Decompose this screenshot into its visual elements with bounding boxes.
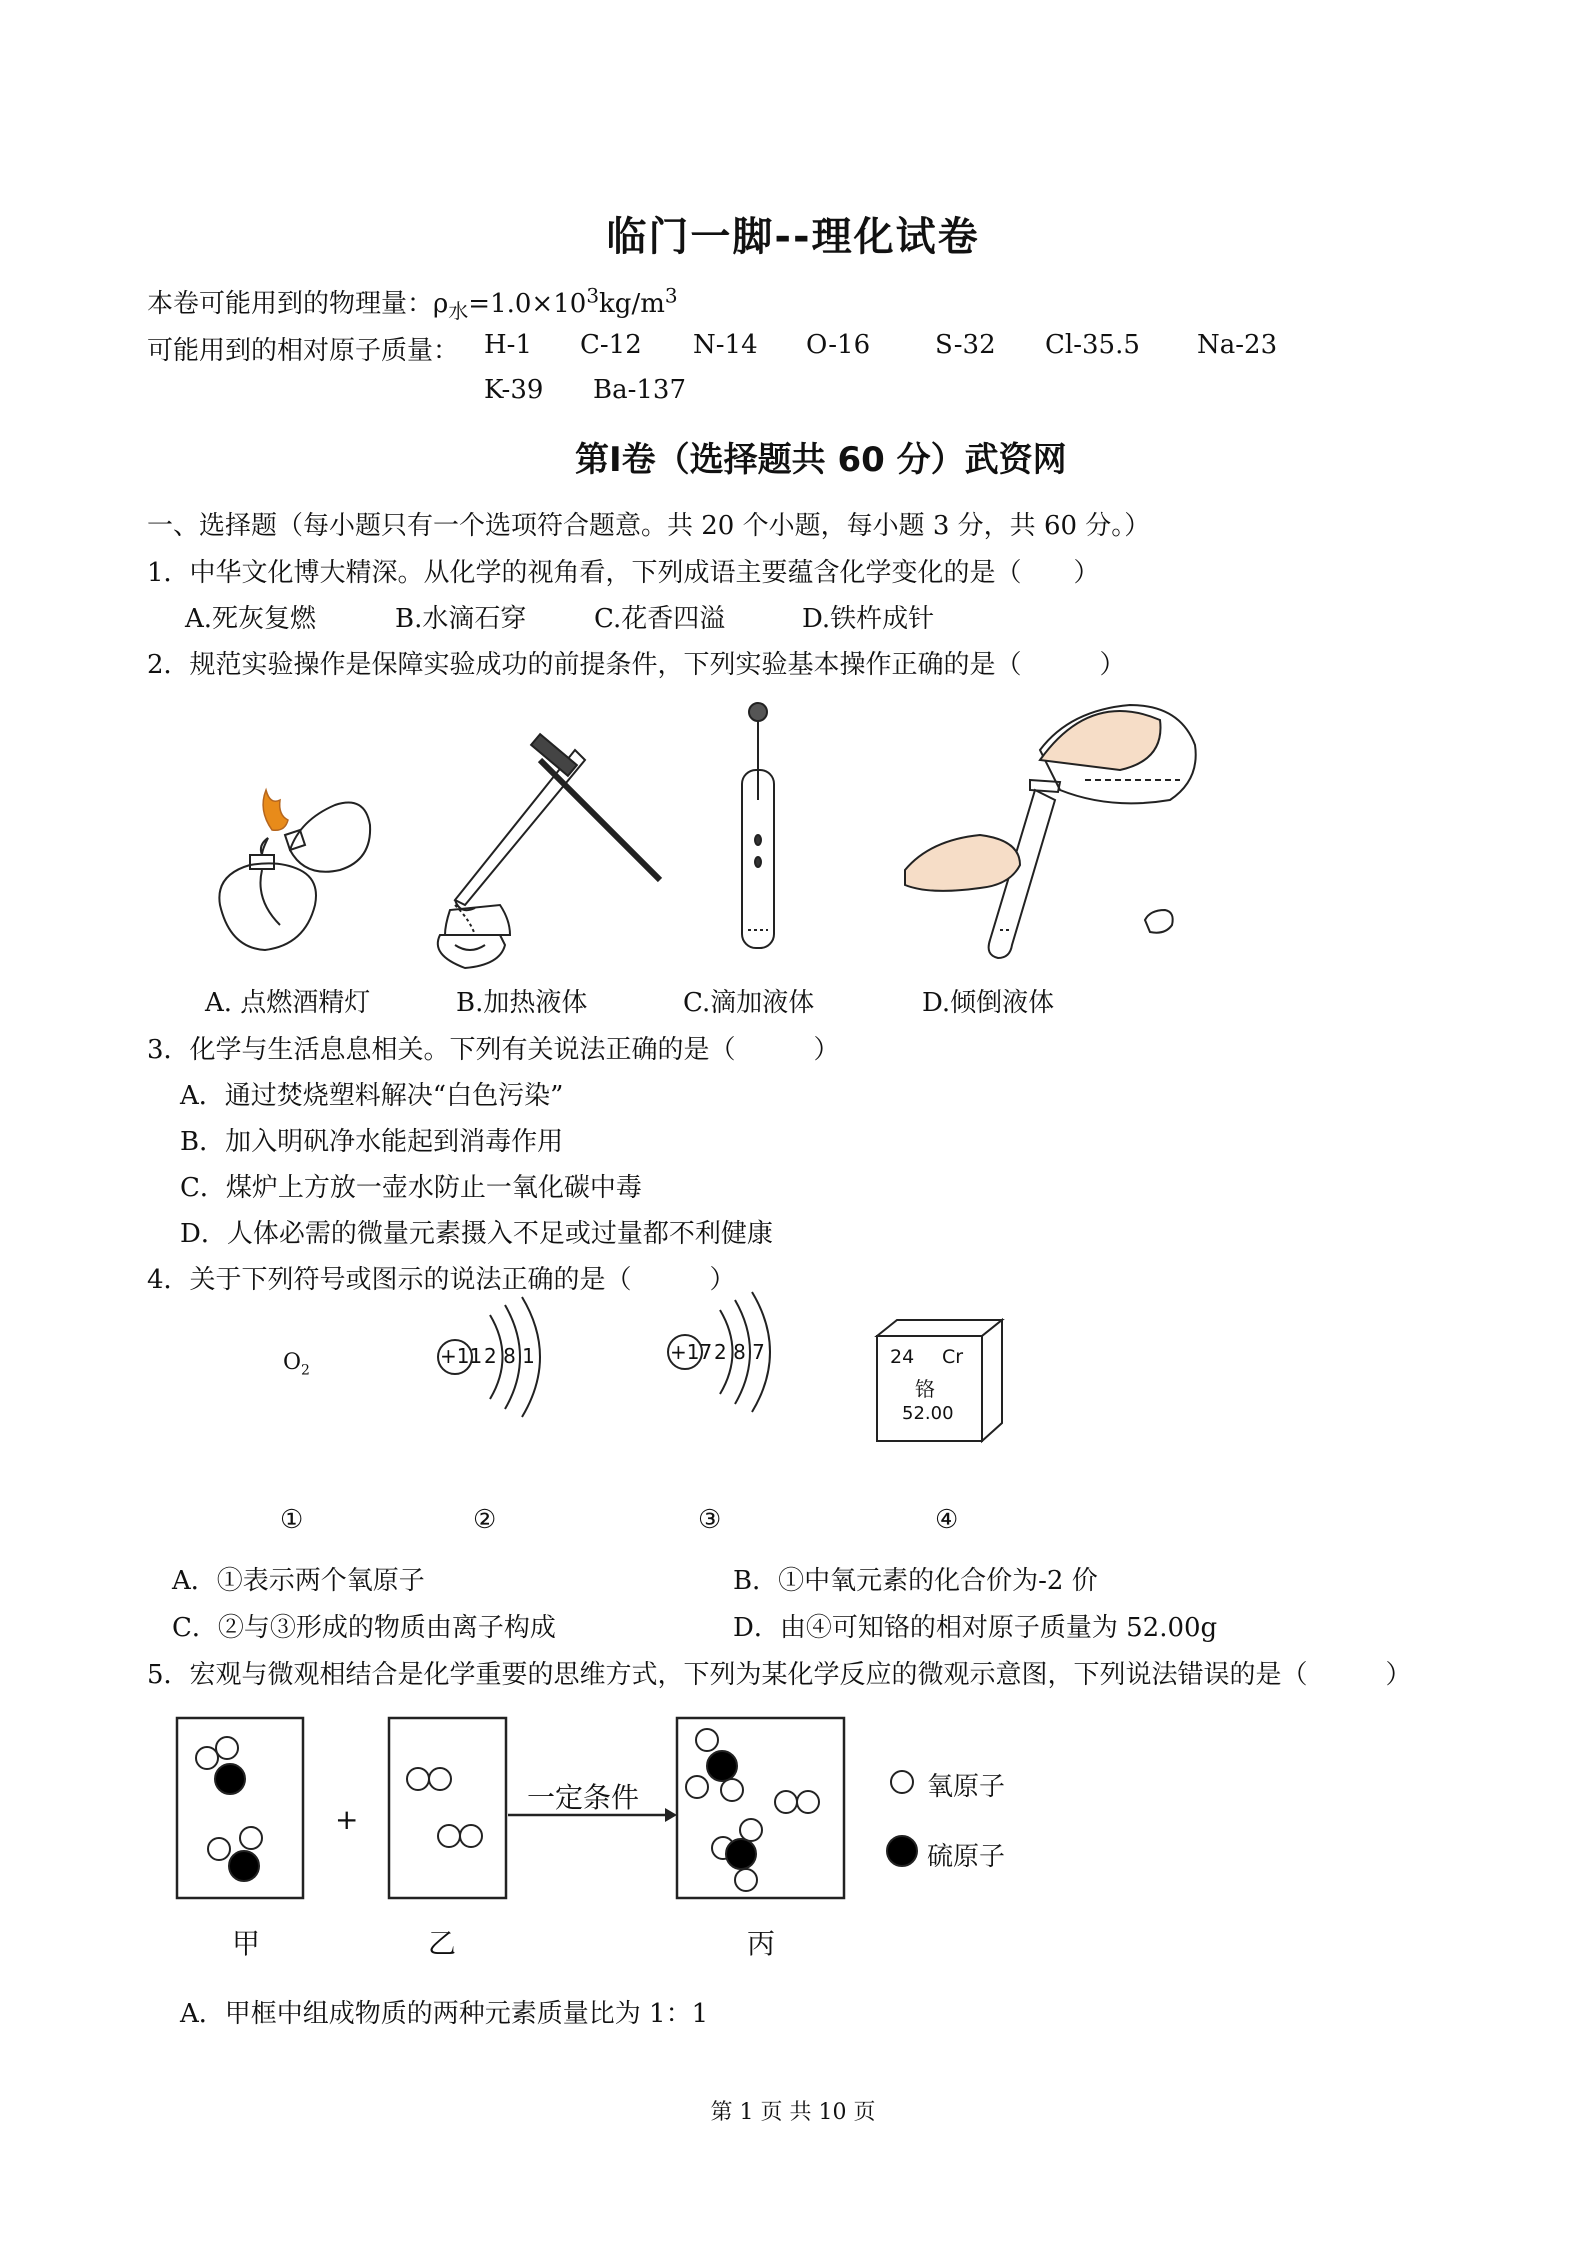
section-title: 第Ⅰ卷（选择题共 60 分）武资网 (575, 440, 1067, 480)
atomic-mass-n: N-14 (693, 330, 758, 360)
atomic-mass-s: S-32 (935, 330, 996, 360)
question-4-option-d: D．由④可知铬的相对原子质量为 52.00g (733, 1613, 1218, 1643)
question-3-option-c: C．煤炉上方放一壶水防止一氧化碳中毒 (180, 1173, 642, 1203)
atom-2-nucleus: +17 (670, 1340, 713, 1364)
molecule-so3-2 (712, 1819, 762, 1891)
reaction-condition: 一定条件 (527, 1781, 640, 1814)
question-4-option-a: A．①表示两个氧原子 (172, 1566, 425, 1596)
atomic-mass-c: C-12 (580, 330, 642, 360)
question-2-option-c: C.滴加液体 (683, 988, 815, 1018)
page-title: 临门一脚--理化试卷 (606, 214, 980, 260)
question-4-option-c: C．②与③形成的物质由离子构成 (172, 1613, 556, 1643)
element-number: 24 (890, 1346, 915, 1368)
box-label-yi: 乙 (428, 1927, 457, 1960)
question-1-stem: 1．中华文化博大精深。从化学的视角看，下列成语主要蕴含化学变化的是（ ） (147, 558, 1100, 588)
atom-1-nucleus: +11 (440, 1344, 483, 1368)
question-3-stem: 3．化学与生活息息相关。下列有关说法正确的是（ ） (147, 1035, 840, 1065)
molecule-so2-2 (208, 1827, 262, 1881)
molecule-o2-2 (438, 1825, 482, 1847)
atomic-mass-h: H-1 (484, 330, 533, 360)
oxygen-atom-legend-icon (891, 1771, 913, 1793)
atomic-mass-cl: Cl-35.5 (1045, 330, 1140, 360)
question-5-option-a: A．甲框中组成物质的两种元素质量比为 1：1 (180, 1999, 709, 2029)
figure-number-3: ③ (698, 1505, 722, 1535)
page-footer: 第 1 页 共 10 页 (710, 2100, 876, 2125)
legend-sulfur-label: 硫原子 (927, 1842, 1006, 1872)
question-1-option-a: A.死灰复燃 (185, 604, 317, 634)
question-3-option-b: B．加入明矾净水能起到消毒作用 (180, 1127, 564, 1157)
molecule-so3-1 (686, 1729, 743, 1801)
question-2-option-d: D.倾倒液体 (922, 988, 1055, 1018)
sulfur-atom-legend-icon (887, 1836, 917, 1866)
reaction-plus: + (335, 1803, 359, 1836)
question-2-option-b: B.加热液体 (456, 988, 588, 1018)
element-name: 铬 (915, 1377, 935, 1401)
physics-constant-line: 本卷可能用到的物理量：$\rho_水=1.0\times 10^3kg/m^3$ (147, 283, 678, 324)
question-2-option-a: A. 点燃酒精灯 (205, 988, 371, 1018)
atomic-mass-o: O-16 (806, 330, 871, 360)
element-mass: 52.00 (902, 1403, 954, 1424)
atomic-mass-label: 可能用到的相对原子质量： (147, 336, 460, 366)
question-2-stem: 2．规范实验操作是保障实验成功的前提条件，下列实验基本操作正确的是（ ） (147, 650, 1126, 680)
atomic-mass-k: K-39 (484, 375, 544, 405)
molecule-o2-3 (775, 1791, 819, 1813)
molecule-so2-1 (196, 1737, 245, 1794)
figure-number-1: ① (280, 1505, 304, 1535)
box-label-jia: 甲 (232, 1927, 261, 1960)
question-1-option-c: C.花香四溢 (594, 604, 726, 634)
legend-oxygen-label: 氧原子 (927, 1772, 1006, 1802)
atomic-mass-na: Na-23 (1197, 330, 1278, 360)
box-label-bing: 丙 (747, 1927, 776, 1960)
atom-2-shells: 2 8 7 (714, 1340, 765, 1364)
question-5-stem: 5．宏观与微观相结合是化学重要的思维方式，下列为某化学反应的微观示意图，下列说法错误的是（ ） (147, 1660, 1412, 1690)
question-3-option-d: D．人体必需的微量元素摄入不足或过量都不利健康 (180, 1219, 773, 1249)
atomic-mass-ba: Ba-137 (593, 375, 687, 405)
figure-number-2: ② (473, 1505, 497, 1535)
question-4-option-b: B．①中氧元素的化合价为-2 价 (733, 1566, 1098, 1596)
element-symbol: Cr (942, 1346, 964, 1368)
question-1-option-d: D.铁杵成针 (802, 604, 935, 634)
question-4-stem: 4．关于下列符号或图示的说法正确的是（ ） (147, 1265, 736, 1295)
part-heading: 一、选择题（每小题只有一个选项符合题意。共 20 个小题，每小题 3 分，共 60 分。） (147, 511, 1151, 541)
atom-1-shells: 2 8 1 (484, 1344, 535, 1368)
molecule-o2-1 (407, 1768, 451, 1790)
question-1-option-b: B.水滴石穿 (395, 604, 527, 634)
formula-o2: $O_2$ (283, 1350, 310, 1379)
figure-number-4: ④ (935, 1505, 959, 1535)
question-3-option-a: A．通过焚烧塑料解决“白色污染” (180, 1081, 564, 1111)
